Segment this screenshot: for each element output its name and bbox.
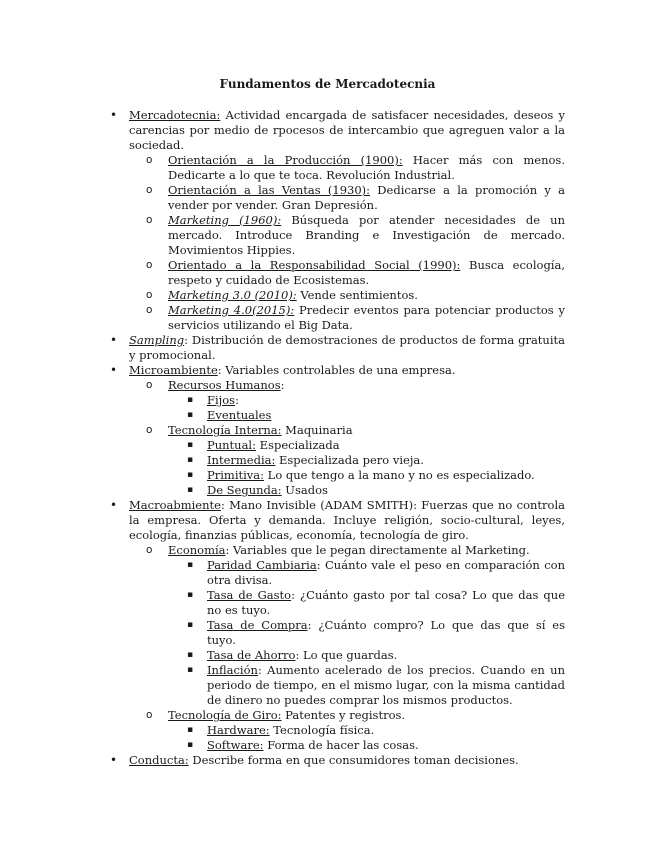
definition: Busca ecología, respeto y cuidado de Ecosistemas. [168, 258, 565, 287]
list-item [187, 648, 565, 663]
definition: Forma de hacer las cosas. [263, 738, 419, 752]
square-bullet-icon: ▪ [187, 740, 194, 750]
term: Marketing 4.0(2015): [168, 303, 295, 317]
list-item [110, 498, 565, 543]
square-bullet-icon: ▪ [187, 665, 194, 675]
list-item [146, 543, 565, 558]
term: Mercadotecnia: [129, 108, 221, 122]
definition: Maquinaria [281, 423, 353, 437]
definition: Describe forma en que consumidores toman decisiones. [188, 753, 519, 767]
term: Software: [207, 738, 264, 752]
list-item [146, 708, 565, 723]
list-item [146, 258, 565, 288]
term: Tecnología Interna: [168, 423, 282, 437]
definition: Tecnología física. [269, 723, 375, 737]
definition: Especializada pero vieja. [275, 453, 424, 467]
list-item [146, 288, 565, 303]
term: Fijos [207, 393, 236, 407]
list-item [187, 738, 565, 753]
definition: Hacer más con menos. Dedicarte a lo que te toca. Revolución Industrial. [168, 153, 565, 182]
circle-bullet-icon: o [146, 154, 153, 166]
term: Hardware: [207, 723, 270, 737]
list-item [187, 558, 566, 588]
circle-bullet-icon: o [146, 184, 153, 196]
term: Macroabmiente [129, 498, 221, 512]
circle-bullet-icon: o [146, 544, 153, 556]
definition: Lo que tengo a la mano y no es especializado. [264, 468, 535, 482]
square-bullet-icon: ▪ [187, 485, 194, 495]
definition: : Cuánto vale el peso en comparación con otra divisa. [207, 558, 566, 587]
term: Marketing 3.0 (2010): [168, 288, 297, 302]
document-body [0, 108, 655, 768]
list-item [187, 393, 565, 408]
square-bullet-icon: ▪ [187, 455, 194, 465]
list-item [187, 663, 565, 708]
page-title: Fundamentos de Mercadotecnia [219, 77, 436, 91]
definition: Predecir eventos para potenciar productos y servicios utilizando el Big Data. [168, 303, 565, 332]
list-item [146, 423, 565, 438]
term: Orientación a la Producción (1900): [168, 153, 403, 167]
circle-bullet-icon: o [146, 379, 153, 391]
list-item [187, 588, 566, 618]
definition: : Distribución de demostraciones de productos de forma gratuita y promocional. [129, 333, 565, 362]
definition: : Variables controlables de una empresa. [217, 363, 456, 377]
term: Intermedia: [207, 453, 276, 467]
term: Tasa de Compra [207, 618, 308, 632]
definition: : Aumento acelerado de los precios. Cuando en un periodo de tiempo, en el mismo lugar, con la misma cantidad de dinero no puedes comprar los mismos productos. [207, 663, 565, 707]
definition: : ¿Cuánto gasto por tal cosa? Lo que das que no es tuyo. [207, 588, 566, 617]
circle-bullet-icon: o [146, 289, 153, 301]
list-item [187, 483, 565, 498]
circle-bullet-icon: o [146, 709, 153, 721]
list-item [110, 333, 565, 363]
term: Puntual: [207, 438, 256, 452]
term: Primitiva: [207, 468, 265, 482]
term: Orientado a la Responsabilidad Social (1990): [168, 258, 461, 272]
list-item [110, 363, 565, 378]
list-item [187, 468, 565, 483]
definition: Patentes y registros. [281, 708, 406, 722]
square-bullet-icon: ▪ [187, 440, 194, 450]
definition: Dedicarse a la promoción y a vender por vender. Gran Depresión. [168, 183, 565, 212]
definition: : [280, 378, 285, 392]
term: Microambiente [129, 363, 218, 377]
definition: : Mano Invisible (ADAM SMITH): Fuerzas que no controla la empresa. Oferta y demanda. Incluye religión, socio-cultural, leyes, ecología, finanzias públicas, economía, tecnología de giro. [129, 498, 565, 542]
term: Tasa de Ahorro [207, 648, 296, 662]
list-item [187, 453, 565, 468]
bullet-icon: • [110, 333, 118, 347]
list-item [187, 618, 565, 648]
bullet-icon: • [110, 753, 118, 767]
square-bullet-icon: ▪ [187, 620, 194, 630]
circle-bullet-icon: o [146, 259, 153, 271]
circle-bullet-icon: o [146, 214, 153, 226]
list-item [146, 183, 565, 213]
term: De Segunda: [207, 483, 282, 497]
definition: Búsqueda por atender necesidades de un mercado. Introduce Branding e Investigación de mercado. Movimientos Hippies. [168, 213, 565, 257]
definition: : Variables que le pegan directamente al Marketing. [225, 543, 530, 557]
list-item [187, 438, 565, 453]
list-item [187, 723, 565, 738]
definition: Usados [281, 483, 328, 497]
definition: Vende sentimientos. [296, 288, 418, 302]
term: Conducta: [129, 753, 189, 767]
definition: Especializada [256, 438, 340, 452]
term: Recursos Humanos [168, 378, 281, 392]
term: Marketing (1960): [168, 213, 282, 227]
list-item [110, 108, 565, 153]
bullet-icon: • [110, 108, 118, 122]
list-item [110, 753, 565, 768]
circle-bullet-icon: o [146, 424, 153, 436]
term: Tasa de Gasto [207, 588, 292, 602]
square-bullet-icon: ▪ [187, 410, 194, 420]
definition: : ¿Cuánto compro? Lo que das que sí es tuyo. [207, 618, 565, 647]
square-bullet-icon: ▪ [187, 560, 194, 570]
term: Tecnología de Giro: [168, 708, 282, 722]
bullet-icon: • [110, 498, 118, 512]
term: Paridad Cambiaria [207, 558, 317, 572]
square-bullet-icon: ▪ [187, 470, 194, 480]
definition: Actividad encargada de satisfacer necesidades, deseos y carencias por medio de rpocesos de intercambio que agreguen valor a la sociedad. [129, 108, 565, 152]
definition: : Lo que guardas. [295, 648, 398, 662]
square-bullet-icon: ▪ [187, 650, 194, 660]
term: Economía [168, 543, 226, 557]
definition: : [235, 393, 239, 407]
term: Orientación a las Ventas (1930): [168, 183, 371, 197]
square-bullet-icon: ▪ [187, 725, 194, 735]
bullet-icon: • [110, 363, 118, 377]
list-item [187, 408, 565, 423]
term: Sampling [129, 333, 185, 347]
term: Eventuales [207, 408, 272, 422]
circle-bullet-icon: o [146, 304, 153, 316]
square-bullet-icon: ▪ [187, 395, 194, 405]
list-item [146, 153, 565, 183]
term: Inflación [207, 663, 258, 677]
square-bullet-icon: ▪ [187, 590, 194, 600]
list-item [146, 213, 565, 258]
list-item [146, 378, 565, 393]
list-item [146, 303, 565, 333]
